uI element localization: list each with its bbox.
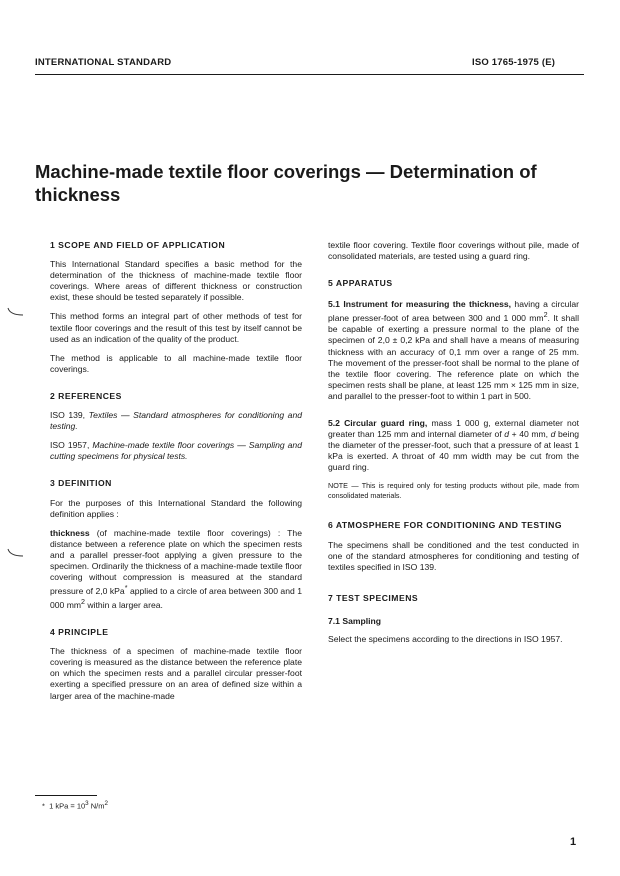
section-5-2-heading: 5.2 Circular guard ring,: [328, 417, 428, 428]
section-5-heading: 5 APPARATUS: [328, 278, 393, 289]
paragraph-text: . It shall be capable of exerting a pressure normal to the plane of the specimen of 2,0 ± 0,2 kPa and shall have a means of measuring thickness with an accuracy of 0,1 mm over a range of 25 mm. The movement of the presser-foot shall be normal to the plane of the textile floor covering. The reference plate on which the specimen rests shall be plane, at least 125 mm × 125 mm in size, and parallel to the presser-foot to within 1 part in 500.: [328, 313, 579, 401]
math-variable: d: [550, 429, 556, 440]
section-5-2-para: [328, 418, 579, 473]
section-4-para-1: The thickness of a specimen of machine-made textile floor covering is measured as the distance between the reference plate on which the specimen rests and a parallel circular presser-foot exerting a specified pressure on an area of defined size within a larger area of the machine-made: [50, 646, 302, 701]
page-title: Machine-made textile floor coverings — Determination of thickness: [35, 161, 537, 205]
section-1-para-1: This International Standard specifies a basic method for the determination of the thickness of machine-made textile floor coverings. Where areas of different thickness or construction exist, these should be tested separately if possible.: [50, 259, 302, 303]
paragraph-text: mass 1 000 g, external diameter not greater than 125 mm and internal diameter of: [328, 417, 579, 440]
paragraph-text: + 40 mm,: [509, 429, 551, 440]
reference-code: ISO 1957,: [50, 440, 93, 451]
section-4-para-1-continued: textile floor covering. Textile floor coverings without pile, made of consolidated materials, are tested using a guard ring.: [328, 240, 579, 262]
section-7-1-heading: 7.1 Sampling: [328, 615, 382, 626]
paragraph-text: having a circular plane presser-foot of area between 300 and 1 000 mm: [328, 299, 579, 324]
footnote-text: N/m: [88, 801, 105, 811]
footnote-marker: *: [124, 584, 128, 593]
section-5-1-para: [328, 299, 579, 402]
left-column: [50, 240, 302, 710]
definition-term: thickness: [50, 527, 90, 538]
reference-title: Textiles — Standard atmospheres for conditioning and testing.: [50, 410, 303, 432]
margin-curve-icon: [6, 547, 26, 559]
reference-iso-1957: [50, 440, 302, 462]
margin-curve-icon: [6, 306, 26, 318]
footnote-marker: *: [42, 801, 45, 811]
section-4-heading: 4 PRINCIPLE: [50, 627, 109, 638]
header-left: INTERNATIONAL STANDARD: [35, 57, 172, 68]
section-3-definition: [50, 528, 302, 611]
section-7-heading: 7 TEST SPECIMENS: [328, 592, 419, 603]
definition-text: applied to a circle of area between 300 and 1 000 mm: [50, 586, 302, 610]
definition-text: (of machine-made textile floor coverings) : The distance between a reference plate on which the specimen rests and a parallel presser-foot applying a given pressure to the specimen. Ordinarily the thickness of a machine-made textile floor covering without compression is measured at the standard pressure of 2,0 kPa: [50, 527, 302, 597]
superscript: 2: [543, 311, 548, 320]
reference-code: ISO 139,: [50, 410, 89, 421]
section-2-heading: 2 REFERENCES: [50, 390, 122, 401]
paragraph-text: being the diameter of the presser-foot, such that a pressure of at least 1 kPa is exerted. A throat of 40 mm width may be cut from the guard ring.: [328, 429, 580, 473]
section-3-heading: 3 DEFINITION: [50, 478, 112, 489]
definition-text: within a larger area.: [85, 599, 163, 610]
superscript: 3: [85, 800, 89, 807]
section-5-note: NOTE — This is required only for testing products without pile, made from consolidated materials.: [328, 481, 579, 500]
superscript: 2: [81, 598, 86, 607]
reference-title: Machine-made textile floor coverings — Sampling and cutting specimens for physical tests.: [50, 440, 302, 462]
section-1-para-3: The method is applicable to all machine-made textile floor coverings.: [50, 352, 302, 374]
footnote-rule: [35, 795, 97, 796]
superscript: 2: [104, 800, 108, 807]
section-6-heading: 6 ATMOSPHERE FOR CONDITIONING AND TESTING: [328, 520, 563, 531]
page-number: 1: [570, 836, 577, 848]
header-rule: [35, 74, 584, 75]
footnote: [42, 800, 108, 811]
reference-iso-139: [50, 410, 302, 432]
section-1-heading: 1 SCOPE AND FIELD OF APPLICATION: [50, 240, 226, 250]
footnote-text: 1 kPa = 10: [49, 801, 86, 811]
right-column: [328, 240, 579, 653]
section-3-intro: For the purposes of this International Standard the following definition applies :: [50, 497, 302, 519]
section-6-para-1: The specimens shall be conditioned and the test conducted in one of the standard atmospheres for conditioning and testing of textiles specified in ISO 139.: [328, 539, 579, 572]
math-variable: d: [504, 429, 510, 440]
section-5-1-heading: 5.1 Instrument for measuring the thickness,: [328, 299, 512, 310]
section-7-1-para: Select the specimens according to the directions in ISO 1957.: [328, 634, 563, 645]
section-1-para-2: This method forms an integral part of other methods of test for textile floor coverings and the result of this test by itself cannot be used as an indication of the quality of the product.: [50, 311, 302, 344]
header-right: ISO 1765-1975 (E): [472, 57, 556, 68]
